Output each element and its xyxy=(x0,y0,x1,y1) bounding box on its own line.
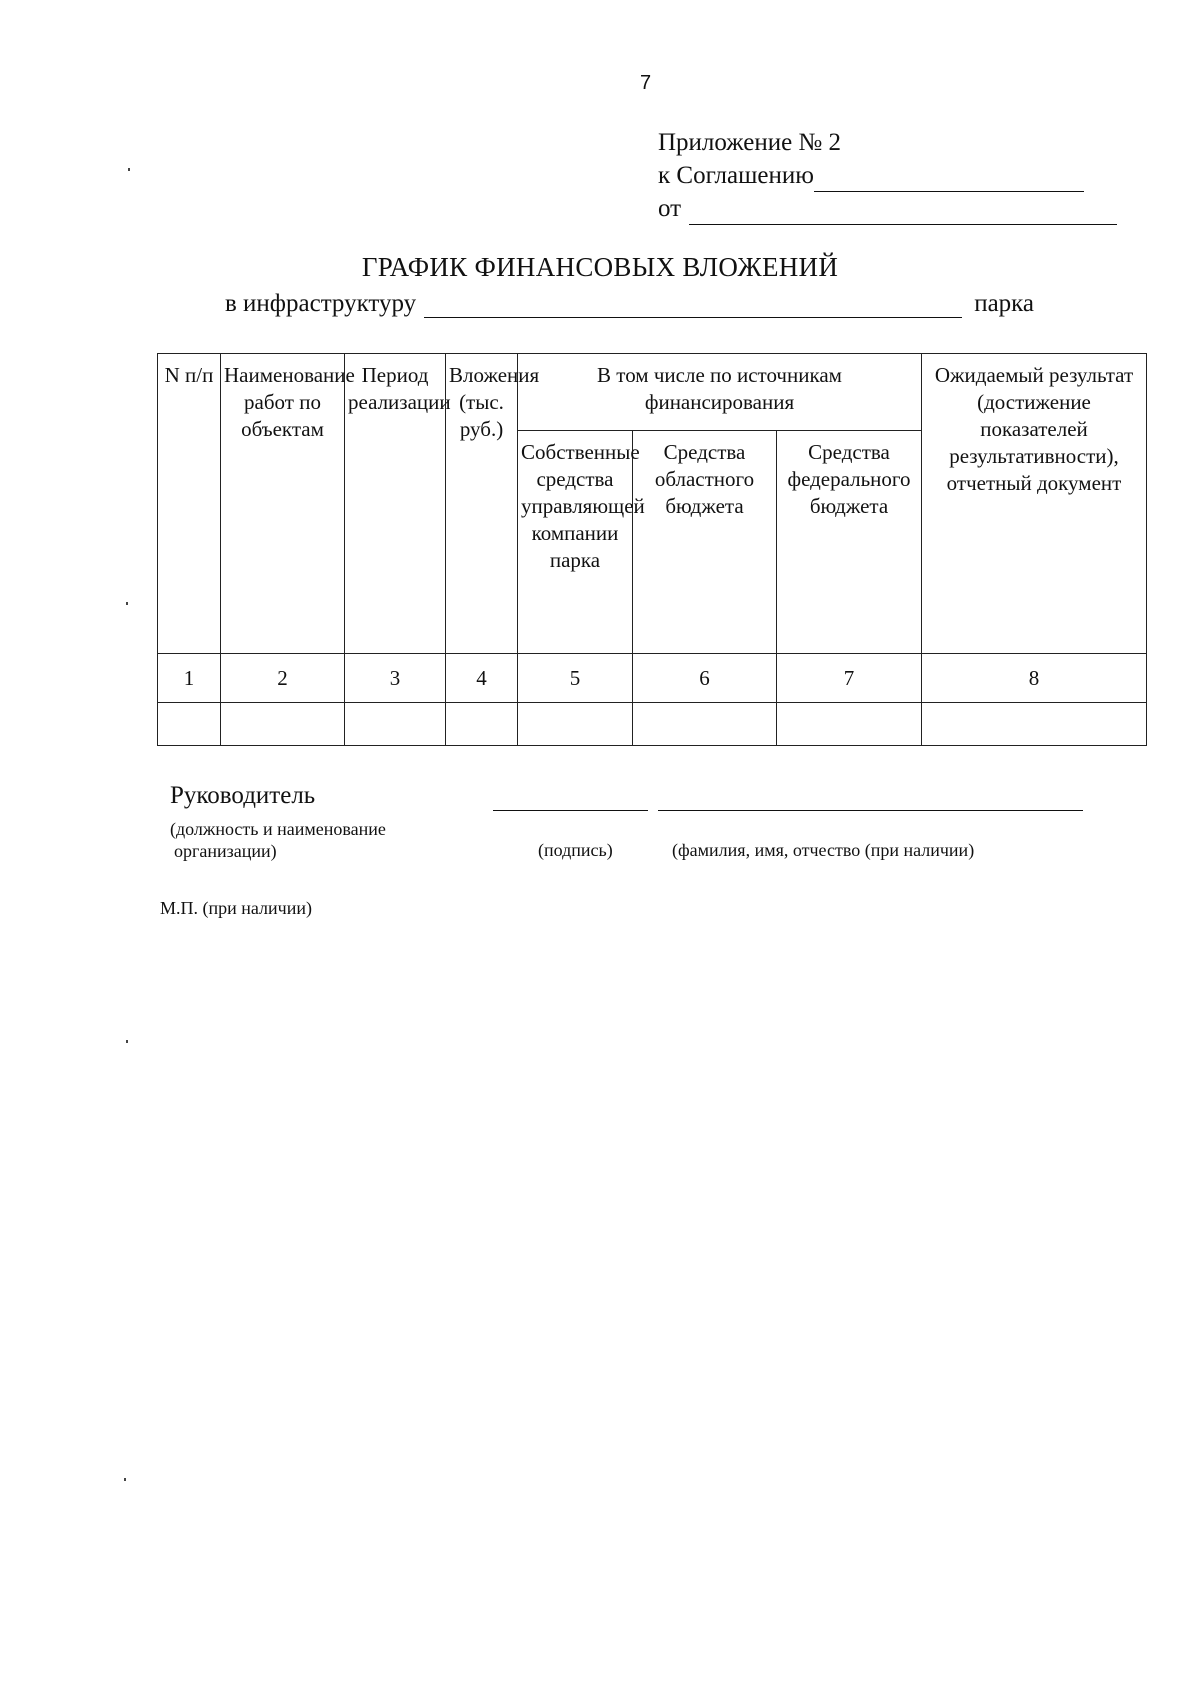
table-cell xyxy=(777,703,922,746)
appendix-agreement-line xyxy=(658,159,1117,192)
column-number: 5 xyxy=(518,654,633,703)
header-sources-group: В том числе по источникам финансирования xyxy=(518,354,922,431)
head-note-line: (должность и наименование xyxy=(170,819,386,839)
appendix-block xyxy=(658,126,1117,225)
column-number: 3 xyxy=(345,654,446,703)
column-number: 6 xyxy=(633,654,777,703)
document-title: ГРАФИК ФИНАНСОВЫХ ВЛОЖЕНИЙ xyxy=(361,252,839,282)
signature-label: (подпись) xyxy=(538,840,613,860)
header-own-funds: Собственные средства управляющей компании парка xyxy=(518,431,633,654)
table-cell xyxy=(633,703,777,746)
scan-artifact xyxy=(126,602,128,605)
header-result: Ожидаемый результат (достижение показателей результативности), отчетный документ xyxy=(922,354,1147,654)
column-number: 8 xyxy=(922,654,1147,703)
header-period: Период реализации xyxy=(345,354,446,654)
column-number: 7 xyxy=(777,654,922,703)
subtitle-prefix: в инфраструктуру xyxy=(225,290,417,317)
document-subtitle xyxy=(225,290,1034,318)
agreement-number-blank xyxy=(814,169,1084,192)
head-title: Руководитель xyxy=(170,782,316,809)
head-note-line: организации) xyxy=(174,841,277,861)
appendix-date-label: от xyxy=(658,195,682,222)
table-cell xyxy=(518,703,633,746)
appendix-agreement-label: к Соглашению xyxy=(658,162,814,189)
header-federal-budget: Средства федерального бюджета xyxy=(777,431,922,654)
signature-line xyxy=(493,810,648,811)
table-cell xyxy=(158,703,221,746)
table-header-row xyxy=(158,354,1147,431)
header-regional-budget: Средства областного бюджета xyxy=(633,431,777,654)
scan-artifact xyxy=(124,1478,126,1481)
header-investment: Вложения (тыс. руб.) xyxy=(446,354,518,654)
financial-schedule-table xyxy=(157,353,1147,746)
subtitle-suffix: парка xyxy=(974,290,1035,317)
head-position-note xyxy=(170,818,386,862)
full-name-label: (фамилия, имя, отчество (при наличии) xyxy=(672,840,975,860)
column-number: 4 xyxy=(446,654,518,703)
appendix-title: Приложение № 2 xyxy=(658,129,842,156)
empty-data-row xyxy=(158,703,1147,746)
page-number: 7 xyxy=(640,72,652,94)
full-name-line xyxy=(658,810,1083,811)
column-number: 2 xyxy=(221,654,345,703)
header-num: N п/п xyxy=(158,354,221,654)
table-cell xyxy=(345,703,446,746)
table-cell xyxy=(922,703,1147,746)
seal-note: М.П. (при наличии) xyxy=(160,898,312,918)
agreement-date-blank xyxy=(689,202,1117,225)
scan-artifact xyxy=(126,1040,128,1043)
table-cell xyxy=(221,703,345,746)
column-numbers-row xyxy=(158,654,1147,703)
scan-artifact xyxy=(128,168,130,171)
header-name: Наименование работ по объектам xyxy=(221,354,345,654)
table-cell xyxy=(446,703,518,746)
park-name-blank xyxy=(424,293,962,318)
column-number: 1 xyxy=(158,654,221,703)
appendix-date-line xyxy=(658,192,1117,225)
